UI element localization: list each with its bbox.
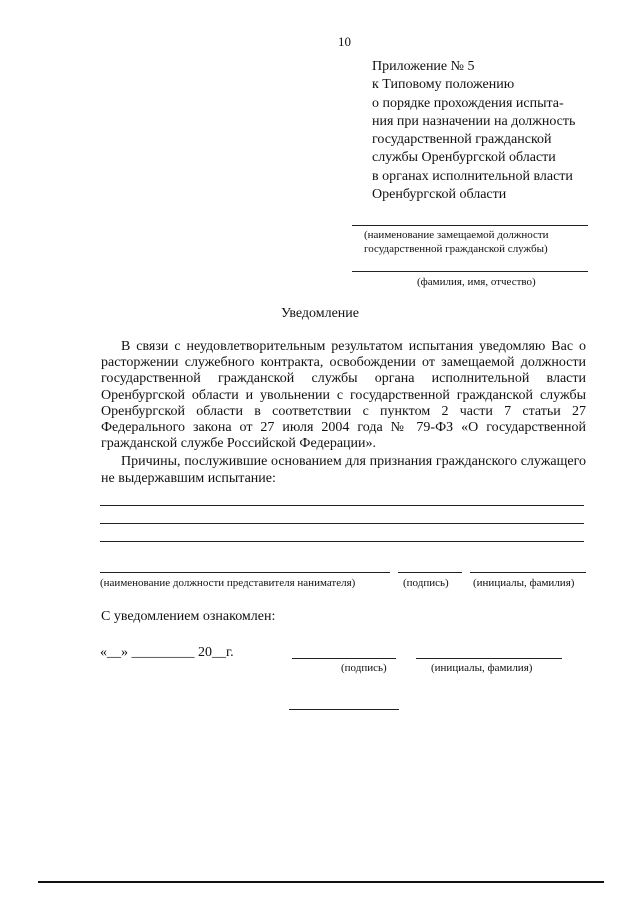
employee-signature-line [292, 658, 396, 659]
page-number: 10 [338, 34, 351, 49]
reasons-line [100, 523, 584, 524]
employer-position-caption: (наименование должности представителя нанимателя) [100, 577, 356, 589]
appendix-line: к Типовому положению [372, 77, 515, 93]
appendix-line: Оренбургской области [372, 187, 507, 203]
notice-body [101, 339, 586, 487]
employee-initials-caption: (инициалы, фамилия) [431, 662, 533, 674]
page-bottom-rule [38, 881, 604, 883]
position-caption-1: (наименование замещаемой должности [364, 229, 549, 241]
reasons-line [100, 541, 584, 542]
name-caption: (фамилия, имя, отчество) [417, 276, 536, 288]
employee-signature-caption: (подпись) [341, 662, 387, 674]
employer-initials-caption: (инициалы, фамилия) [473, 577, 575, 589]
reasons-line [100, 505, 584, 506]
acquainted-label: С уведомлением ознакомлен: [101, 609, 276, 624]
appendix-line: в органах исполнительной власти [372, 168, 573, 184]
appendix-line: Приложение № 5 [372, 59, 475, 74]
notice-paragraph: В связи с неудовлетворительным результатом испытания уведомляю Вас о расторжении служебного контракта, освобождении от замещаемой должности государственной гражданской службы органа исполнительной власти Оренбургской области и увольнении с государственной гражданской службы Оренбургской области в соответствии с пунктом 2 части 7 статьи 27 Федерального закона от 27 июля 2004 года № 79-ФЗ «О государственной гражданской службе Российской Федерации». [101, 339, 586, 452]
appendix-line: о порядке прохождения испыта- [372, 95, 564, 111]
reasons-paragraph: Причины, послужившие основанием для признания гражданского служащего не выдержавшим испытание: [101, 454, 586, 486]
end-divider [289, 709, 399, 710]
document-title: Уведомление [280, 306, 359, 321]
appendix-line: государственной гражданской [372, 132, 552, 148]
employer-signature-caption: (подпись) [403, 577, 449, 589]
date-field: «__» _________ 20__г. [100, 645, 234, 660]
position-field-line [352, 225, 588, 226]
employer-position-line [100, 572, 390, 573]
appendix-line: ния при назначении на должность [372, 113, 576, 129]
employee-initials-line [416, 658, 562, 659]
employer-initials-line [470, 572, 586, 573]
appendix-line: службы Оренбургской области [372, 150, 556, 166]
position-caption-2: государственной гражданской службы) [364, 243, 548, 255]
appendix-header [372, 58, 575, 204]
name-field-line [352, 271, 588, 272]
employer-signature-line [398, 572, 462, 573]
